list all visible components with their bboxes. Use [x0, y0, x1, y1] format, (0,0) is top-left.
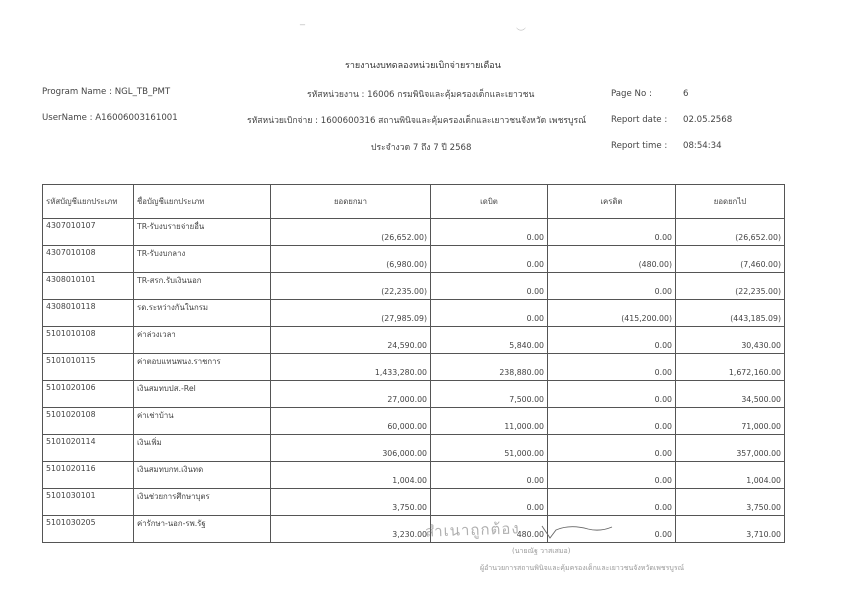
account-code-cell: 5101020106 [43, 381, 134, 408]
signer-name: (นายณัฐ วาสเสมอ) [512, 547, 571, 555]
table-row [43, 408, 785, 435]
account-name-cell: เงินสมทบกท.เงินทด [134, 462, 271, 489]
opening-balance-cell: (27,985.09) [271, 300, 431, 327]
report-date-label: Report date : [611, 115, 668, 125]
debit-cell: 51,000.00 [431, 435, 548, 462]
account-name-cell: ค่ารักษา-นอก-รพ.รัฐ [134, 516, 271, 543]
user-name: UserName : A16006003161001 [42, 113, 178, 123]
closing-balance-cell: (7,460.00) [676, 246, 785, 273]
account-code-cell: 5101010108 [43, 327, 134, 354]
credit-cell: 0.00 [548, 327, 676, 354]
opening-balance-cell: 3,230.00 [271, 516, 431, 543]
closing-balance-cell: 3,750.00 [676, 489, 785, 516]
opening-balance-cell: (6,980.00) [271, 246, 431, 273]
account-name-cell: เงินช่วยการศึกษาบุตร [134, 489, 271, 516]
opening-balance-cell: 60,000.00 [271, 408, 431, 435]
debit-cell: 0.00 [431, 300, 548, 327]
credit-cell: 0.00 [548, 219, 676, 246]
certified-copy-stamp: สำเนาถูกต้อง [424, 519, 520, 541]
col-header-opening-balance: ยอดยกมา [271, 185, 431, 219]
opening-balance-cell: 24,590.00 [271, 327, 431, 354]
col-header-credit: เครดิต [548, 185, 676, 219]
closing-balance-cell: (26,652.00) [676, 219, 785, 246]
account-code-cell: 4307010107 [43, 219, 134, 246]
table-row [43, 327, 785, 354]
credit-cell: 0.00 [548, 435, 676, 462]
table-header-row [43, 185, 785, 219]
closing-balance-cell: 3,710.00 [676, 516, 785, 543]
opening-balance-cell: 3,750.00 [271, 489, 431, 516]
opening-balance-cell: (22,235.00) [271, 273, 431, 300]
program-name: Program Name : NGL_TB_PMT [42, 87, 171, 97]
col-header-debit: เดบิต [431, 185, 548, 219]
col-header-closing-balance: ยอดยกไป [676, 185, 785, 219]
credit-cell: 0.00 [548, 489, 676, 516]
closing-balance-cell: 357,000.00 [676, 435, 785, 462]
credit-cell: 0.00 [548, 408, 676, 435]
account-name-cell: TR-รับงบกลาง [134, 246, 271, 273]
account-code-cell: 5101030205 [43, 516, 134, 543]
account-name-cell: ค่าเช่าบ้าน [134, 408, 271, 435]
account-name-cell: เงินเพิ่ม [134, 435, 271, 462]
table-row [43, 354, 785, 381]
credit-cell: 0.00 [548, 354, 676, 381]
credit-cell: 0.00 [548, 462, 676, 489]
closing-balance-cell: 30,430.00 [676, 327, 785, 354]
opening-balance-cell: 306,000.00 [271, 435, 431, 462]
opening-balance-cell: 27,000.00 [271, 381, 431, 408]
account-name-cell: รด.ระหว่างกันในกรม [134, 300, 271, 327]
account-code-cell: 4308010118 [43, 300, 134, 327]
closing-balance-cell: 34,500.00 [676, 381, 785, 408]
account-code-cell: 4307010108 [43, 246, 134, 273]
account-code-cell: 5101020108 [43, 408, 134, 435]
account-name-cell: เงินสมทบปส.-Rel [134, 381, 271, 408]
account-name-cell: TR-รับงบรายจ่ายอื่น [134, 219, 271, 246]
account-code-cell: 5101010115 [43, 354, 134, 381]
opening-balance-cell: (26,652.00) [271, 219, 431, 246]
closing-balance-cell: 1,672,160.00 [676, 354, 785, 381]
debit-cell: 7,500.00 [431, 381, 548, 408]
account-code-cell: 5101030101 [43, 489, 134, 516]
debit-cell: 0.00 [431, 462, 548, 489]
closing-balance-cell: 71,000.00 [676, 408, 785, 435]
debit-cell: 238,880.00 [431, 354, 548, 381]
account-name-cell: TR-สรก.รับเงินนอก [134, 273, 271, 300]
signer-position: ผู้อำนวยการสถานพินิจและคุ้มครองเด็กและเยาวชนจังหวัดเพชรบูรณ์ [480, 564, 685, 572]
scan-mark: ‾ [300, 24, 305, 35]
credit-cell: 0.00 [548, 381, 676, 408]
signature [540, 520, 630, 542]
table-row [43, 516, 785, 543]
table-row [43, 300, 785, 327]
opening-balance-cell: 1,004.00 [271, 462, 431, 489]
table-row [43, 381, 785, 408]
table-row [43, 219, 785, 246]
debit-cell: 0.00 [431, 489, 548, 516]
report-period: ประจำงวด 7 ถึง 7 ปี 2568 [371, 143, 472, 153]
trial-balance-table [42, 184, 785, 543]
report-time-value: 08:54:34 [683, 141, 722, 151]
report-title: รายงานงบทดลองหน่วยเบิกจ่ายรายเดือน [345, 61, 501, 71]
account-code-cell: 4308010101 [43, 273, 134, 300]
col-header-account-code: รหัสบัญชีแยกประเภท [43, 185, 134, 219]
closing-balance-cell: (443,185.09) [676, 300, 785, 327]
scan-mark: ︶ [516, 28, 526, 39]
debit-cell: 480.00 [431, 516, 548, 543]
debit-cell: 0.00 [431, 219, 548, 246]
account-name-cell: ค่าล่วงเวลา [134, 327, 271, 354]
table-row [43, 462, 785, 489]
debit-cell: 11,000.00 [431, 408, 548, 435]
credit-cell: (480.00) [548, 246, 676, 273]
credit-cell: (415,200.00) [548, 300, 676, 327]
opening-balance-cell: 1,433,280.00 [271, 354, 431, 381]
page-no-label: Page No : [611, 89, 652, 99]
closing-balance-cell: 1,004.00 [676, 462, 785, 489]
credit-cell: 0.00 [548, 273, 676, 300]
table-row [43, 435, 785, 462]
col-header-account-name: ชื่อบัญชีแยกประเภท [134, 185, 271, 219]
debit-cell: 5,840.00 [431, 327, 548, 354]
account-code-cell: 5101020116 [43, 462, 134, 489]
account-code-cell: 5101020114 [43, 435, 134, 462]
debit-cell: 0.00 [431, 273, 548, 300]
account-name-cell: ค่าตอบแทนพนง.ราชการ [134, 354, 271, 381]
table-body [43, 219, 785, 543]
debit-cell: 0.00 [431, 246, 548, 273]
page-no-value: 6 [683, 89, 689, 99]
closing-balance-cell: (22,235.00) [676, 273, 785, 300]
table-row [43, 246, 785, 273]
table-row [43, 273, 785, 300]
disbursing-unit: รหัสหน่วยเบิกจ่าย : 1600600316 สถานพินิจและคุ้มครองเด็กและเยาวชนจังหวัด เพชรบูรณ์ [247, 116, 587, 126]
table-row [43, 489, 785, 516]
agency-code: รหัสหน่วยงาน : 16006 กรมพินิจและคุ้มครองเด็กและเยาวชน [307, 90, 535, 100]
credit-cell: 0.00 [548, 516, 676, 543]
report-time-label: Report time : [611, 141, 668, 151]
report-date-value: 02.05.2568 [683, 115, 733, 125]
